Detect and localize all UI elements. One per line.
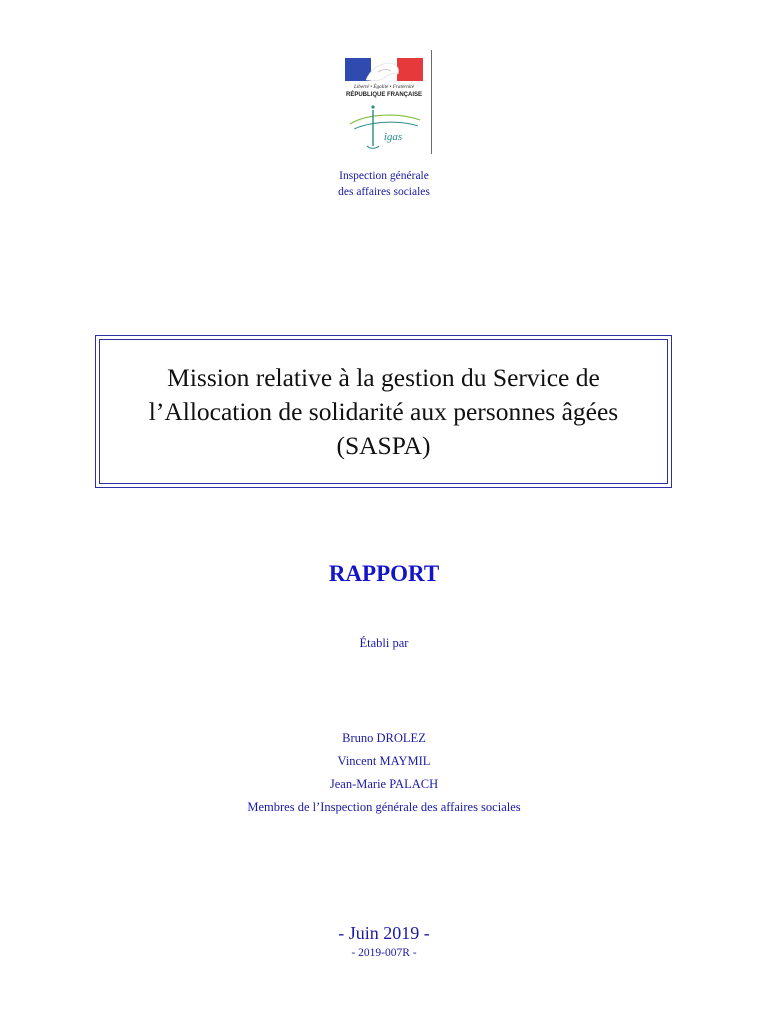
title-frame — [95, 335, 672, 488]
authors-block — [0, 727, 768, 819]
report-label: RAPPORT — [328, 561, 440, 586]
organization-line-1: Inspection générale — [339, 170, 429, 182]
logo-republic-name: RÉPUBLIQUE FRANÇAISE — [345, 92, 423, 98]
authors-role: Membres de l’Inspection générale des affaires sociales — [247, 800, 521, 814]
author-name: Vincent MAYMIL — [337, 754, 431, 768]
title-line-2: l’Allocation de solidarité aux personnes âgées — [148, 396, 619, 426]
established-by: Établi par — [359, 636, 409, 650]
title-line-1: Mission relative à la gestion du Service de — [167, 362, 600, 392]
author-name: Jean-Marie PALACH — [329, 777, 439, 791]
report-date: - Juin 2019 - — [338, 923, 430, 943]
document-title — [141, 361, 626, 463]
republique-francaise-logo — [336, 50, 432, 154]
logo-motto: Liberté • Égalité • Fraternité — [353, 84, 415, 90]
organization-line-2: des affaires sociales — [338, 186, 430, 198]
logo-igas-text: igas — [383, 131, 403, 143]
author-name: Bruno DROLEZ — [342, 731, 426, 745]
title-frame-inner — [99, 339, 668, 484]
marianne-logo-icon — [336, 50, 431, 154]
title-line-3: (SASPA) — [336, 430, 431, 460]
organization-name — [0, 168, 768, 200]
report-number: - 2019-007R - — [351, 947, 417, 959]
